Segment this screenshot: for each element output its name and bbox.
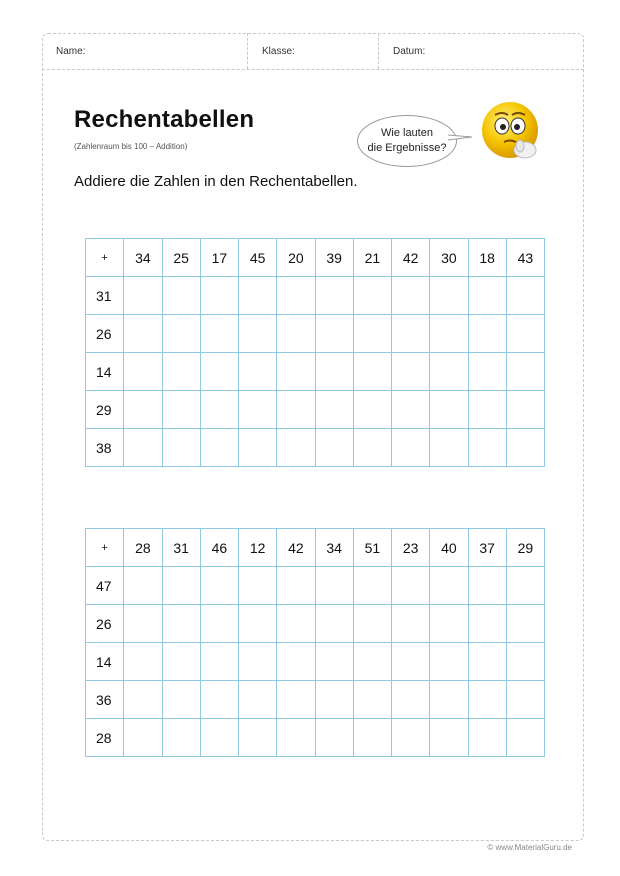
answer-cell[interactable] <box>353 719 391 757</box>
answer-cell[interactable] <box>468 277 506 315</box>
answer-cell[interactable] <box>506 277 544 315</box>
row-header-cell: 31 <box>86 277 124 315</box>
answer-cell[interactable] <box>468 681 506 719</box>
answer-cell[interactable] <box>124 681 162 719</box>
answer-cell[interactable] <box>200 605 238 643</box>
column-header-cell: 23 <box>392 529 430 567</box>
row-header-cell: 26 <box>86 315 124 353</box>
column-header-cell: 40 <box>430 529 468 567</box>
date-field[interactable] <box>379 33 584 69</box>
table-row <box>86 567 545 605</box>
column-header-cell: 45 <box>239 239 277 277</box>
column-header-cell: 20 <box>277 239 315 277</box>
answer-cell[interactable] <box>353 429 391 467</box>
column-header-cell: 30 <box>430 239 468 277</box>
row-header-cell: 26 <box>86 605 124 643</box>
answer-cell[interactable] <box>353 391 391 429</box>
table-row <box>86 391 545 429</box>
page-title: Rechentabellen <box>74 106 255 133</box>
answer-cell[interactable] <box>277 353 315 391</box>
table-row <box>86 315 545 353</box>
bubble-line-2: die Ergebnisse? <box>367 142 447 154</box>
answer-cell[interactable] <box>392 643 430 681</box>
answer-cell[interactable] <box>200 429 238 467</box>
answer-cell[interactable] <box>200 277 238 315</box>
answer-cell[interactable] <box>124 429 162 467</box>
column-header-cell: 29 <box>506 529 544 567</box>
answer-cell[interactable] <box>430 567 468 605</box>
answer-cell[interactable] <box>200 567 238 605</box>
copyright-text: © www.MaterialGuru.de <box>487 843 572 852</box>
answer-cell[interactable] <box>315 681 353 719</box>
answer-cell[interactable] <box>162 353 200 391</box>
page-subtitle: (Zahlenraum bis 100 – Addition) <box>74 142 188 151</box>
column-header-cell: 46 <box>200 529 238 567</box>
answer-cell[interactable] <box>162 391 200 429</box>
table-header-row <box>86 529 545 567</box>
table-row <box>86 643 545 681</box>
answer-cell[interactable] <box>392 567 430 605</box>
answer-cell[interactable] <box>200 353 238 391</box>
answer-cell[interactable] <box>162 429 200 467</box>
answer-cell[interactable] <box>239 277 277 315</box>
answer-cell[interactable] <box>124 391 162 429</box>
answer-cell[interactable] <box>430 353 468 391</box>
answer-cell[interactable] <box>353 605 391 643</box>
answer-cell[interactable] <box>315 429 353 467</box>
answer-cell[interactable] <box>277 605 315 643</box>
name-field[interactable] <box>42 33 248 69</box>
answer-cell[interactable] <box>468 315 506 353</box>
answer-cell[interactable] <box>506 353 544 391</box>
header-row <box>42 33 584 70</box>
answer-cell[interactable] <box>430 391 468 429</box>
answer-cell[interactable] <box>392 277 430 315</box>
answer-cell[interactable] <box>392 429 430 467</box>
row-header-cell: 28 <box>86 719 124 757</box>
column-header-cell: 17 <box>200 239 238 277</box>
answer-cell[interactable] <box>239 353 277 391</box>
answer-cell[interactable] <box>392 605 430 643</box>
thinking-emoji-icon <box>478 100 542 164</box>
operator-cell: + <box>86 529 124 567</box>
date-label: Datum: <box>393 45 426 57</box>
answer-cell[interactable] <box>353 567 391 605</box>
operator-cell: + <box>86 239 124 277</box>
answer-cell[interactable] <box>430 681 468 719</box>
answer-cell[interactable] <box>277 277 315 315</box>
answer-cell[interactable] <box>239 719 277 757</box>
answer-cell[interactable] <box>392 315 430 353</box>
addition-table-2 <box>85 528 545 757</box>
row-header-cell: 29 <box>86 391 124 429</box>
answer-cell[interactable] <box>392 391 430 429</box>
answer-cell[interactable] <box>315 391 353 429</box>
name-label: Name: <box>56 45 86 57</box>
column-header-cell: 12 <box>239 529 277 567</box>
answer-cell[interactable] <box>315 567 353 605</box>
row-header-cell: 47 <box>86 567 124 605</box>
answer-cell[interactable] <box>506 567 544 605</box>
answer-cell[interactable] <box>200 681 238 719</box>
column-header-cell: 43 <box>506 239 544 277</box>
answer-cell[interactable] <box>315 643 353 681</box>
answer-cell[interactable] <box>468 429 506 467</box>
answer-cell[interactable] <box>506 315 544 353</box>
class-label: Klasse: <box>262 45 295 57</box>
answer-cell[interactable] <box>430 605 468 643</box>
answer-cell[interactable] <box>506 605 544 643</box>
column-header-cell: 34 <box>124 239 162 277</box>
speech-bubble-tail <box>448 133 472 141</box>
answer-cell[interactable] <box>162 567 200 605</box>
answer-cell[interactable] <box>506 719 544 757</box>
answer-cell[interactable] <box>468 353 506 391</box>
answer-cell[interactable] <box>200 315 238 353</box>
answer-cell[interactable] <box>468 605 506 643</box>
answer-cell[interactable] <box>277 719 315 757</box>
answer-cell[interactable] <box>277 315 315 353</box>
answer-cell[interactable] <box>506 391 544 429</box>
row-header-cell: 14 <box>86 353 124 391</box>
answer-cell[interactable] <box>239 391 277 429</box>
column-header-cell: 31 <box>162 529 200 567</box>
answer-cell[interactable] <box>353 277 391 315</box>
column-header-cell: 42 <box>277 529 315 567</box>
answer-cell[interactable] <box>315 605 353 643</box>
row-header-cell: 36 <box>86 681 124 719</box>
answer-cell[interactable] <box>430 429 468 467</box>
answer-cell[interactable] <box>162 605 200 643</box>
table-row <box>86 719 545 757</box>
table-header-row <box>86 239 545 277</box>
column-header-cell: 37 <box>468 529 506 567</box>
column-header-cell: 51 <box>353 529 391 567</box>
answer-cell[interactable] <box>124 277 162 315</box>
answer-cell[interactable] <box>200 719 238 757</box>
column-header-cell: 18 <box>468 239 506 277</box>
answer-cell[interactable] <box>315 719 353 757</box>
answer-cell[interactable] <box>392 681 430 719</box>
column-header-cell: 21 <box>353 239 391 277</box>
answer-cell[interactable] <box>277 391 315 429</box>
table-row <box>86 353 545 391</box>
answer-cell[interactable] <box>162 643 200 681</box>
answer-cell[interactable] <box>239 315 277 353</box>
answer-cell[interactable] <box>200 391 238 429</box>
answer-cell[interactable] <box>124 315 162 353</box>
table-row <box>86 277 545 315</box>
answer-cell[interactable] <box>315 277 353 315</box>
answer-cell[interactable] <box>162 315 200 353</box>
class-field[interactable] <box>248 33 379 69</box>
column-header-cell: 42 <box>392 239 430 277</box>
answer-cell[interactable] <box>124 353 162 391</box>
answer-cell[interactable] <box>239 681 277 719</box>
answer-cell[interactable] <box>277 643 315 681</box>
answer-cell[interactable] <box>353 643 391 681</box>
column-header-cell: 34 <box>315 529 353 567</box>
answer-cell[interactable] <box>315 353 353 391</box>
answer-cell[interactable] <box>239 643 277 681</box>
answer-cell[interactable] <box>239 605 277 643</box>
answer-cell[interactable] <box>162 277 200 315</box>
instruction-text: Addiere die Zahlen in den Rechentabellen. <box>74 173 358 190</box>
answer-cell[interactable] <box>239 429 277 467</box>
answer-cell[interactable] <box>430 277 468 315</box>
row-header-cell: 14 <box>86 643 124 681</box>
answer-cell[interactable] <box>162 719 200 757</box>
column-header-cell: 25 <box>162 239 200 277</box>
answer-cell[interactable] <box>124 605 162 643</box>
answer-cell[interactable] <box>506 643 544 681</box>
column-header-cell: 39 <box>315 239 353 277</box>
answer-cell[interactable] <box>124 719 162 757</box>
row-header-cell: 38 <box>86 429 124 467</box>
answer-cell[interactable] <box>277 429 315 467</box>
bubble-line-1: Wie lauten <box>381 127 433 139</box>
answer-cell[interactable] <box>353 681 391 719</box>
answer-cell[interactable] <box>392 719 430 757</box>
answer-cell[interactable] <box>430 719 468 757</box>
answer-cell[interactable] <box>315 315 353 353</box>
answer-cell[interactable] <box>277 567 315 605</box>
answer-cell[interactable] <box>162 681 200 719</box>
answer-cell[interactable] <box>468 719 506 757</box>
answer-cell[interactable] <box>124 643 162 681</box>
speech-bubble <box>357 115 457 167</box>
column-header-cell: 28 <box>124 529 162 567</box>
answer-cell[interactable] <box>124 567 162 605</box>
answer-cell[interactable] <box>353 315 391 353</box>
answer-cell[interactable] <box>277 681 315 719</box>
answer-cell[interactable] <box>392 353 430 391</box>
answer-cell[interactable] <box>468 567 506 605</box>
answer-cell[interactable] <box>506 429 544 467</box>
answer-cell[interactable] <box>239 567 277 605</box>
table-row <box>86 681 545 719</box>
answer-cell[interactable] <box>430 315 468 353</box>
answer-cell[interactable] <box>468 391 506 429</box>
answer-cell[interactable] <box>353 353 391 391</box>
addition-table-1 <box>85 238 545 467</box>
table-row <box>86 605 545 643</box>
answer-cell[interactable] <box>468 643 506 681</box>
answer-cell[interactable] <box>506 681 544 719</box>
table-row <box>86 429 545 467</box>
answer-cell[interactable] <box>200 643 238 681</box>
answer-cell[interactable] <box>430 643 468 681</box>
